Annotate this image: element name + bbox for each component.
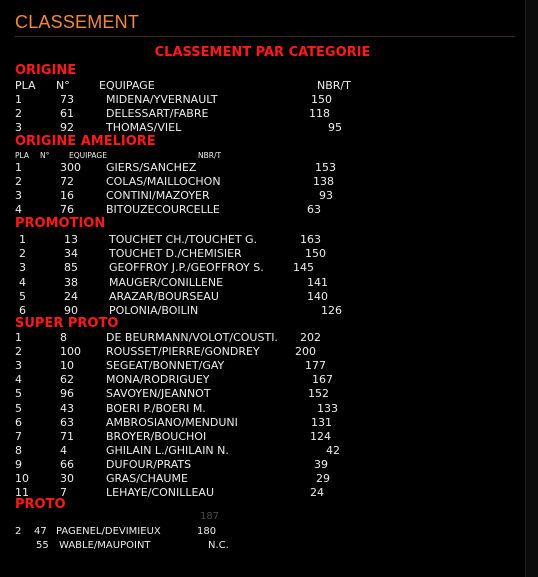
cell-equipage: COLAS/MAILLOCHON: [106, 175, 221, 188]
cell-nbr: 124: [310, 429, 331, 443]
header-num: N°: [56, 79, 70, 92]
table-row: [0, 444, 525, 458]
cell-equipage: DE BEURMANN/VOLOT/COUSTI.: [106, 331, 278, 344]
cell-num: 4: [60, 443, 67, 457]
table-row: [0, 540, 525, 554]
cell-nbr: 141: [307, 275, 328, 289]
cell-equipage: MONA/RODRIGUEY: [106, 373, 210, 387]
cell-nbr: 42: [326, 443, 340, 457]
cell-pla: 2: [15, 526, 22, 537]
cell-num: 71: [60, 429, 74, 443]
cell-equipage: PAGENEL/DEVIMIEUX: [56, 526, 161, 537]
table-row: [0, 430, 525, 444]
table-row: [0, 472, 525, 486]
section-title-origine-ameliore: ORIGINE AMELIORE: [15, 134, 156, 149]
cell-pla: 2: [15, 345, 22, 359]
section-title-origine: ORIGINE: [15, 63, 77, 78]
cell-nbr: 152: [308, 387, 329, 401]
proto-hidden-nbr: 187: [200, 511, 220, 522]
cell-num: 43: [60, 401, 74, 415]
column-header-row: [0, 79, 525, 93]
cell-nbr: 153: [315, 161, 336, 174]
cell-pla: 7: [15, 429, 22, 443]
table-row: [0, 203, 525, 217]
cell-pla: 4: [19, 275, 26, 289]
cell-pla: 1: [15, 161, 22, 174]
cell-pla: 5: [19, 289, 26, 303]
cell-pla: 1: [19, 233, 26, 246]
cell-pla: 3: [15, 189, 22, 202]
cell-pla: 4: [15, 373, 22, 387]
cell-num: 72: [60, 175, 74, 188]
cell-equipage: ROUSSET/PIERRE/GONDREY: [106, 345, 260, 359]
table-row: [0, 373, 525, 387]
table-row: [0, 107, 525, 121]
cell-num: 24: [64, 289, 78, 303]
cell-pla: 11: [15, 486, 29, 500]
cell-equipage: TOUCHET CH./TOUCHET G.: [109, 233, 258, 246]
cell-pla: 2: [15, 175, 22, 188]
cell-num: 76: [60, 203, 74, 216]
page-title: CLASSEMENT: [15, 12, 140, 32]
cell-num: 61: [60, 107, 74, 120]
cell-pla: 10: [15, 472, 29, 485]
cell-num: 55: [36, 540, 49, 551]
cell-pla: 4: [15, 203, 22, 216]
cell-pla: 8: [15, 443, 22, 457]
cell-num: 16: [60, 189, 74, 202]
cell-equipage: CONTINI/MAZOYER: [106, 189, 210, 202]
cell-nbr: 126: [321, 304, 342, 317]
cell-nbr: 202: [300, 331, 321, 344]
title-divider: [15, 36, 515, 37]
table-row: [0, 526, 525, 540]
cell-nbr: 24: [310, 486, 324, 500]
table-row: [0, 233, 525, 247]
cell-equipage: MIDENA/YVERNAULT: [106, 93, 218, 106]
section-title-proto: PROTO: [15, 497, 66, 512]
table-row: [0, 276, 525, 290]
table-row: [0, 175, 525, 189]
cell-equipage: POLONIA/BOILIN: [109, 304, 199, 317]
section-title-super-proto: SUPER PROTO: [15, 316, 119, 331]
table-row: [0, 458, 525, 472]
main-heading: CLASSEMENT PAR CATEGORIE: [154, 45, 371, 60]
table-row: [0, 345, 525, 359]
cell-equipage: ARAZAR/BOURSEAU: [109, 289, 219, 303]
cell-equipage: MAUGER/CONILLENE: [109, 275, 224, 289]
cell-equipage: DUFOUR/PRATS: [106, 457, 192, 471]
proto-hidden-row: [60, 511, 220, 523]
cell-num: 10: [60, 359, 74, 373]
cell-num: 30: [60, 472, 74, 485]
cell-num: 63: [60, 415, 74, 429]
cell-num: 300: [60, 161, 81, 174]
cell-pla: 6: [19, 304, 26, 317]
cell-nbr: 145: [293, 261, 314, 275]
cell-num: 47: [34, 526, 47, 537]
table-row: [0, 161, 525, 175]
cell-equipage: TOUCHET D./CHEMISIER: [109, 247, 242, 261]
table-row: [0, 290, 525, 304]
cell-equipage: LEHAYE/CONILLEAU: [106, 486, 214, 500]
cell-nbr: 118: [309, 107, 330, 120]
header-equipage: EQUIPAGE: [99, 79, 155, 92]
cell-pla: 5: [15, 387, 22, 401]
cell-num: 92: [60, 121, 74, 134]
cell-nbr: 177: [305, 359, 326, 373]
cell-num: 8: [60, 331, 67, 344]
cell-equipage: BOERI P./BOERI M.: [106, 401, 206, 415]
cell-nbr: 29: [316, 472, 330, 485]
cell-equipage: DELESSART/FABRE: [106, 107, 209, 120]
cell-num: 38: [64, 275, 78, 289]
cell-nbr: 150: [305, 247, 326, 261]
table-row: [0, 261, 525, 275]
cell-nbr: 167: [312, 373, 333, 387]
cell-num: 66: [60, 457, 74, 471]
cell-pla: 2: [19, 247, 26, 261]
table-row: [0, 359, 525, 373]
table-row: [0, 189, 525, 203]
cell-equipage: SAVOYEN/JEANNOT: [106, 387, 211, 401]
cell-nbr: 131: [311, 415, 332, 429]
cell-nbr: 140: [307, 289, 328, 303]
table-row: [0, 331, 525, 345]
cell-num: 100: [60, 345, 81, 359]
table-row: [0, 93, 525, 107]
cell-pla: 1: [15, 331, 22, 344]
cell-nbr: N.C.: [208, 540, 229, 551]
cell-num: 7: [60, 486, 67, 500]
cell-nbr: 138: [313, 175, 334, 188]
table-row: [0, 387, 525, 401]
cell-num: 34: [64, 247, 78, 261]
header-nbr: NBR/T: [317, 79, 351, 92]
cell-nbr: 93: [319, 189, 333, 202]
cell-nbr: 63: [307, 203, 321, 216]
header-equipage: EQUIPAGE: [69, 151, 107, 160]
cell-equipage: AMBROSIANO/MENDUNI: [106, 415, 238, 429]
cell-nbr: 163: [300, 233, 321, 246]
cell-nbr: 200: [295, 345, 316, 359]
cell-pla: 5: [15, 401, 22, 415]
cell-nbr: 180: [197, 526, 217, 537]
table-row: [0, 121, 525, 135]
cell-pla: 2: [15, 107, 22, 120]
cell-equipage: GIERS/SANCHEZ: [106, 161, 197, 174]
header-num: N°: [40, 151, 50, 160]
cell-pla: 3: [19, 261, 26, 275]
cell-equipage: GEOFFROY J.P./GEOFFROY S.: [109, 261, 264, 275]
table-row: [0, 402, 525, 416]
scrollbar[interactable]: [526, 0, 538, 577]
cell-equipage: BITOUZECOURCELLE: [106, 203, 220, 216]
cell-equipage: SEGEAT/BONNET/GAY: [106, 359, 225, 373]
cell-num: 96: [60, 387, 74, 401]
cell-nbr: 95: [328, 121, 342, 134]
cell-num: 90: [64, 304, 78, 317]
cell-num: 73: [60, 93, 74, 106]
cell-nbr: 133: [317, 401, 338, 415]
header-pla: PLA: [15, 151, 30, 160]
cell-pla: 1: [15, 93, 22, 106]
table-row: [0, 247, 525, 261]
cell-nbr: 150: [311, 93, 332, 106]
cell-nbr: 39: [314, 457, 328, 471]
cell-pla: 3: [15, 359, 22, 373]
cell-pla: 9: [15, 457, 22, 471]
cell-pla: 3: [15, 121, 22, 134]
section-title-promotion: PROMOTION: [15, 216, 106, 231]
cell-equipage: WABLE/MAUPOINT: [59, 540, 151, 551]
cell-equipage: BROYER/BOUCHOI: [106, 429, 207, 443]
cell-num: 62: [60, 373, 74, 387]
cell-num: 13: [64, 233, 78, 246]
cell-equipage: THOMAS/VIEL: [106, 121, 182, 134]
table-row: [0, 416, 525, 430]
header-nbr: NBR/T: [198, 151, 222, 160]
cell-equipage: GHILAIN L./GHILAIN N.: [106, 443, 229, 457]
cell-pla: 6: [15, 415, 22, 429]
table-row: [0, 486, 525, 500]
header-pla: PLA: [15, 79, 36, 92]
cell-num: 85: [64, 261, 78, 275]
cell-equipage: GRAS/CHAUME: [106, 472, 188, 485]
